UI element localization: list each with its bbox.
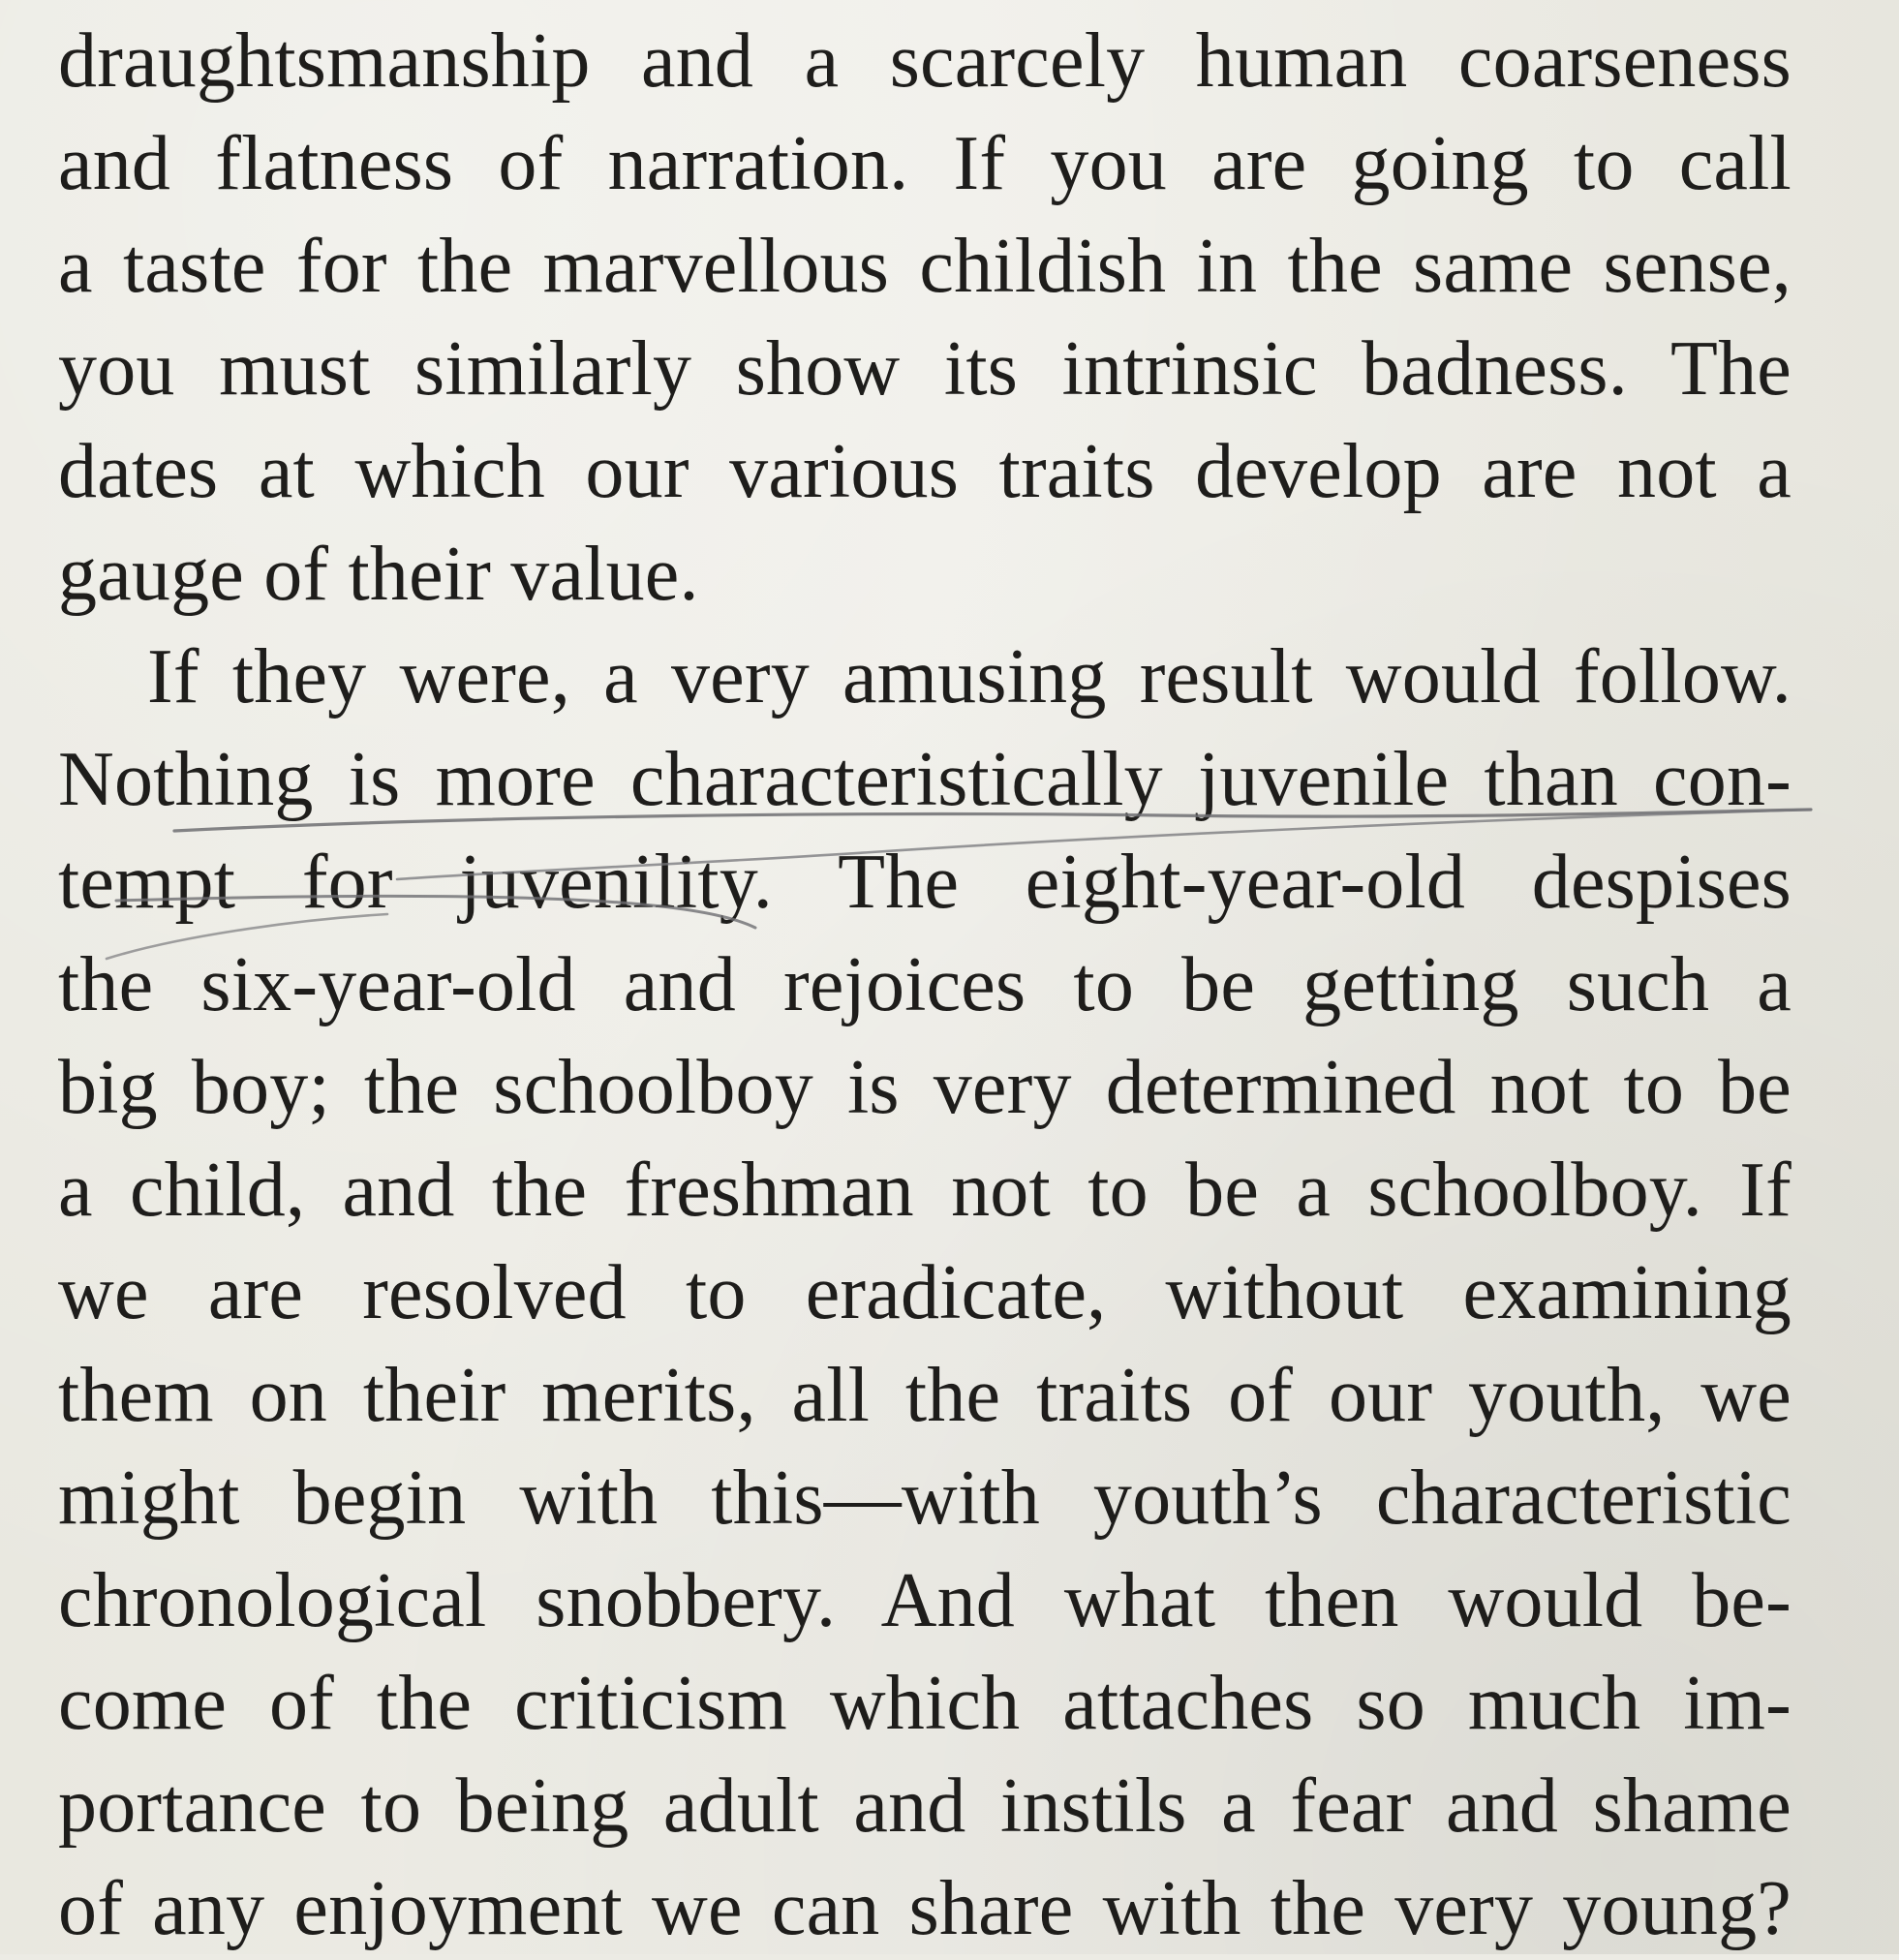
text-line: you must similarly show its intrinsic badness. The [58,326,1792,412]
text-line: come of the criticism which attaches so much im- [58,1661,1792,1746]
text-line: the six-year-old and rejoices to be getting such a [58,942,1792,1027]
text-line: Nothing is more characteristically juvenile than con- [58,737,1792,822]
text-line: and flatness of narration. If you are going to call [58,121,1792,206]
text-line: portance to being adult and instils a fear and shame [58,1763,1792,1849]
text-line: If they were, a very amusing result would follow. [147,634,1792,720]
text-line: dates at which our various traits develop are not a [58,429,1792,514]
text-line: tempt for juvenility. The eight-year-old despises [58,840,1792,925]
text-line: we are resolved to eradicate, without examining [58,1250,1792,1335]
text-line: gauge of their value. [58,532,699,617]
text-line: draughtsmanship and a scarcely human coarseness [58,18,1792,104]
text-line: might begin with this—with youth’s characteristic [58,1455,1792,1541]
text-line: big boy; the schoolboy is very determined not to be [58,1045,1792,1130]
text-line: a taste for the marvellous childish in the same sense, [58,224,1792,309]
text-line: chronological snobbery. And what then would be- [58,1558,1792,1643]
text-line: a child, and the freshman not to be a schoolboy. If [58,1148,1792,1233]
text-line: them on their merits, all the traits of our youth, we [58,1353,1792,1438]
text-line: of any enjoyment we can share with the very young? [58,1866,1792,1951]
